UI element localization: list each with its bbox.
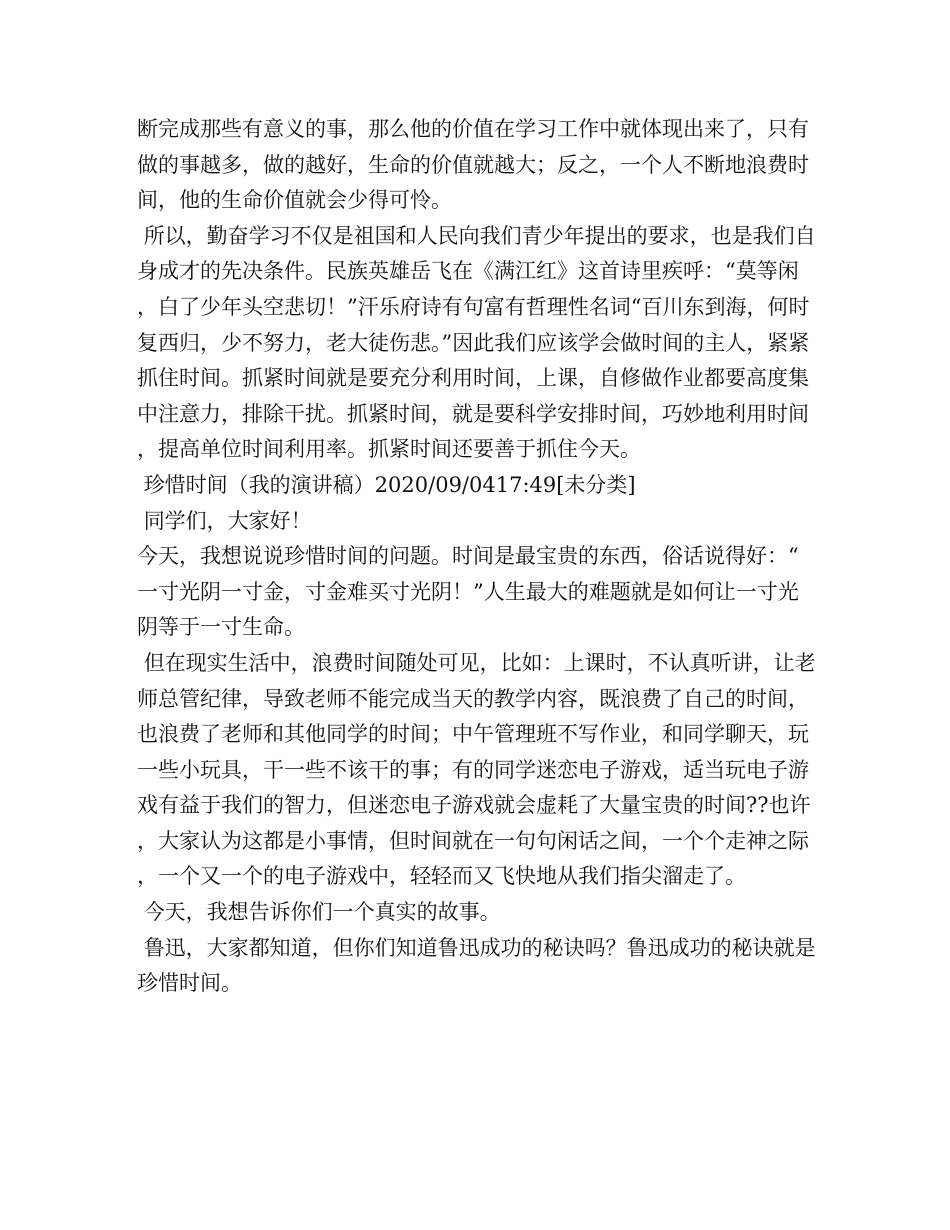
- paragraph-value-of-life: 断完成那些有意义的事，那么他的价值在学习工作中就体现出来了，只有做的事越多，做的越好，生命的价值就越大；反之，一个人不断地浪费时间，他的生命价值就会少得可怜。: [137, 117, 809, 213]
- paragraph-diligent-study: 所以，勤奋学习不仅是祖国和人民向我们青少年提出的要求，也是我们自身成才的先决条件。民族英雄岳飞在《满江红》这首诗里疾呼：“莫等闲，白了少年头空悲切！”汗乐府诗有句富有哲理性名词“百川东到海，何时复西归，少不努力，老大徒伤悲。”因此我们应该学会做时间的主人，紧紧抓住时间。抓紧时间就是要充分利用时间，上课，自修做作业都要高度集中注意力，排除干扰。抓紧时间，就是要科学安排时间，巧妙地利用时间，提高单位时间利用率。抓紧时间还要善于抓住今天。: [137, 223, 816, 462]
- paragraph-cherish-time: 今天，我想说说珍惜时间的问题。时间是最宝贵的东西，俗话说得好：“一寸光阴一寸金，寸金难买寸光阴！”人生最大的难题就是如何让一寸光阴等于一寸生命。: [137, 544, 799, 640]
- document-body: [137, 112, 817, 1002]
- speech-greeting: 同学们，大家好！: [137, 508, 312, 533]
- paragraph-true-story: 今天，我想告诉你们一个真实的故事。: [137, 900, 501, 925]
- paragraph-lu-xun-secret: 鲁迅，大家都知道，但你们知道鲁迅成功的秘诀吗？鲁迅成功的秘诀就是珍惜时间。: [137, 935, 816, 996]
- paragraph-wasting-time: 但在现实生活中，浪费时间随处可见，比如：上课时，不认真听讲，让老师总管纪律，导致老师不能完成当天的教学内容，既浪费了自己的时间，也浪费了老师和其他同学的时间；中午管理班不写作业，和同学聊天，玩一些小玩具，干一些不该干的事；有的同学迷恋电子游戏，适当玩电子游戏有益于我们的智力，但迷恋电子游戏就会虚耗了大量宝贵的时间??也许，大家认为这都是小事情，但时间就在一句句闲话之间，一个个走神之际，一个又一个的电子游戏中，轻轻而又飞快地从我们指尖溜走了。: [137, 650, 816, 889]
- speech-title-line: 珍惜时间（我的演讲稿）2020/09/0417:49[未分类]: [137, 472, 636, 497]
